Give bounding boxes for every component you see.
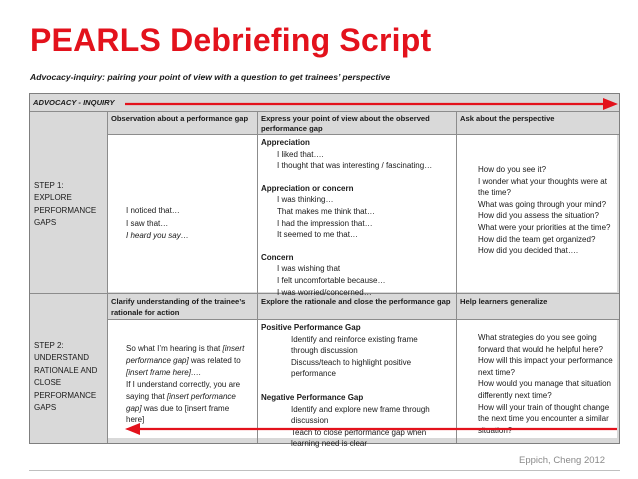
step2-clarify-text: So what I’m hearing is that [insert performance gap] was related to [insert frame here]…. If I understand correctly, you are saying that [insert performance gap] was due to [insert frame here] xyxy=(126,344,245,425)
step2-explore-text: Positive Performance Gap Identify and reinforce existing frame through discussion Discuss/teach to highlight positive performance Negative Performance Gap Identify and explore new frame through discussion Teach to close performance gap when learning need is clear xyxy=(261,323,430,449)
divider xyxy=(456,111,457,443)
arrow-right-icon xyxy=(125,97,620,111)
step1-header-expression: Express your point of view about the observed performance gap xyxy=(261,114,430,134)
step1-header-observation: Observation about a performance gap xyxy=(111,114,249,123)
step1-label: STEP 1: EXPLORE PERFORMANCE GAPS xyxy=(34,181,97,228)
step2-header-generalize: Help learners generalize xyxy=(460,297,548,306)
divider xyxy=(257,111,258,443)
step1-observation-text: I noticed that… I saw that… I heard you say… xyxy=(126,206,189,241)
divider xyxy=(108,319,619,320)
step1-ask-text: How do you see it? I wonder what your thoughts were at the time? What was going through your mind? How did you assess the situation? What were your priorities at the time? How did the team get organized? How did you decided that…. xyxy=(478,165,611,256)
step1-header-ask: Ask about the perspective xyxy=(460,114,555,123)
advocacy-inquiry-label: ADVOCACY - INQUIRY xyxy=(33,98,115,107)
page-title: PEARLS Debriefing Script xyxy=(30,22,432,58)
divider xyxy=(30,111,619,112)
step2-header-explore: Explore the rationale and close the performance gap xyxy=(261,297,451,306)
page-subtitle: Advocacy-inquiry: pairing your point of view with a question to get trainees’ perspective xyxy=(30,72,391,82)
divider xyxy=(29,470,620,471)
step1-expression-text: Appreciation I liked that…. I thought that was interesting / fascinating… Appreciation or concern I was thinking… That makes me think that… I had the impression that… It seemed to me that… Concern I was wishing that I felt uncomfortable because… I was worried/concerned… xyxy=(261,138,433,297)
divider xyxy=(107,111,108,443)
arrow-left-icon xyxy=(124,422,619,436)
step2-generalize-text: What strategies do you see going forward that would he helpful here? How will this impact your performance next time? How would you manage that situation differently next time? How will your train of thought change the next time you encounter a similar situation? xyxy=(478,333,613,435)
step2-header-clarify: Clarify understanding of the trainee’s rationale for action xyxy=(111,297,246,317)
citation: Eppich, Cheng 2012 xyxy=(519,455,606,466)
pearls-table xyxy=(29,93,620,449)
step2-label: STEP 2: UNDERSTAND RATIONALE AND CLOSE PERFORMANCE GAPS xyxy=(34,341,98,413)
